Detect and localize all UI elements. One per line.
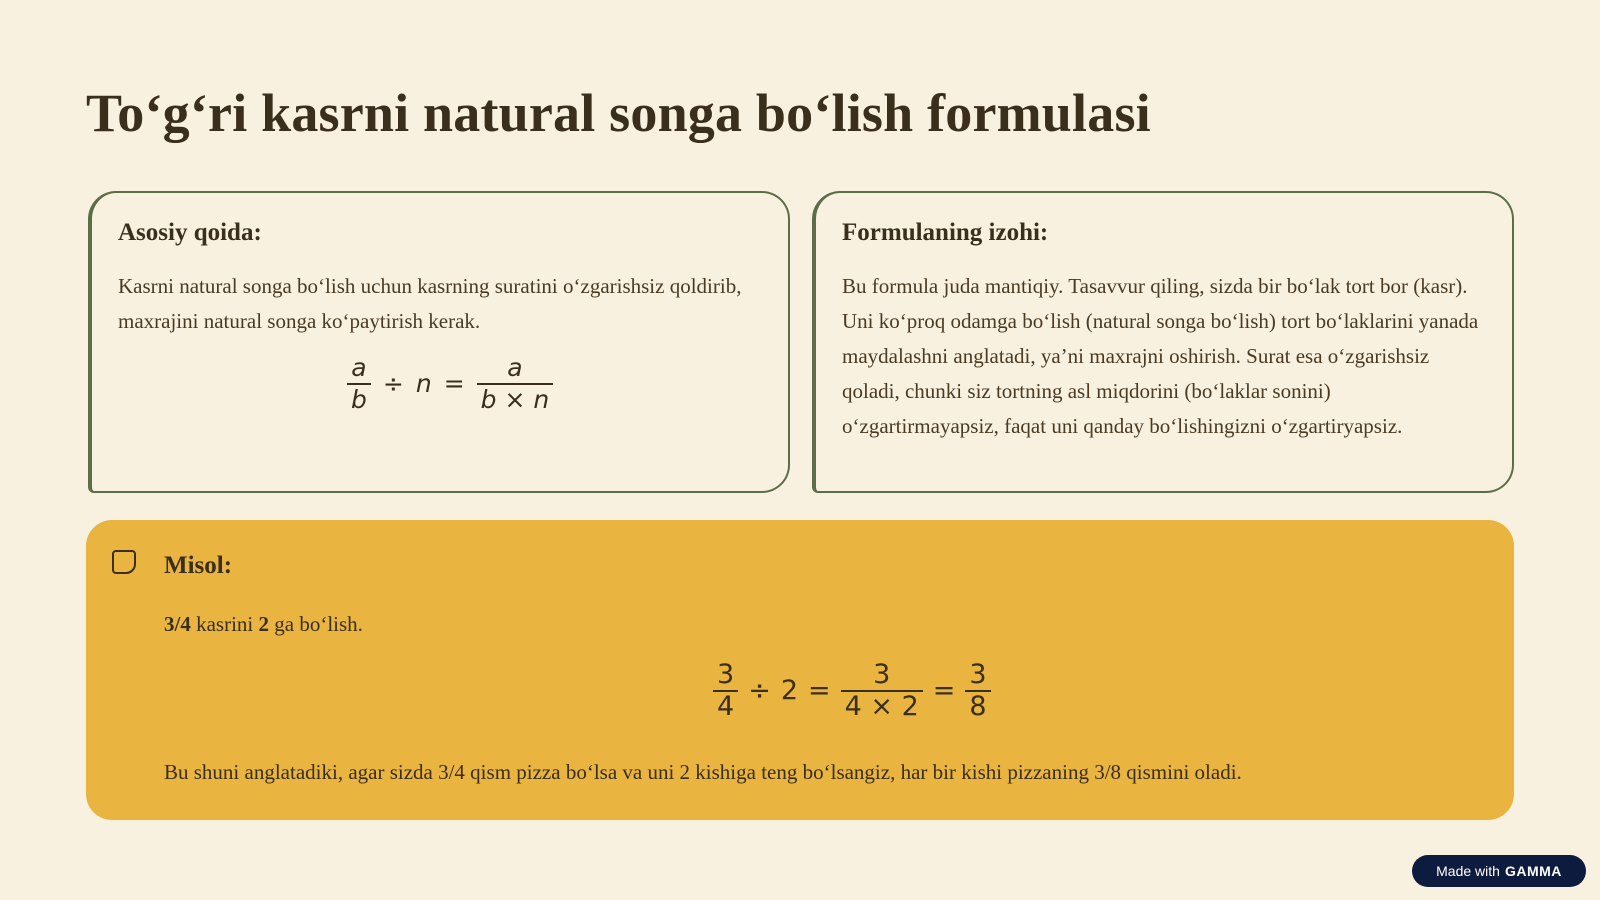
example-fraction: 3/4 xyxy=(164,612,191,636)
rule-card-text: Kasrni natural songa bo‘lish uchun kasrning suratini o‘zgarishsiz qoldirib, maxrajini natural songa ko‘paytirish kerak. xyxy=(118,274,742,333)
note-icon xyxy=(112,550,136,574)
example-conclusion: Bu shuni anglatadiki, agar sizda 3/4 qism pizza bo‘lsa va uni 2 kishiga teng bo‘lsangiz, har bir kishi pizzaning 3/8 qismini oladi. xyxy=(164,760,1242,784)
explanation-card-heading: Formulaning izohi: xyxy=(842,219,1049,246)
fraction-1-numerator: 3 xyxy=(717,659,735,690)
fraction-3-numerator: 3 xyxy=(969,659,987,690)
rule-divisor: n xyxy=(415,369,432,399)
rule-rhs-numerator: a xyxy=(507,353,523,382)
made-with-gamma-badge[interactable] xyxy=(1412,855,1586,887)
explanation-card-text: Bu formula juda mantiqiy. Tasavvur qiling, sizda bir bo‘lak tort bor (kasr). Uni ko‘proq odamga bo‘lish (natural songa bo‘lish) tort bo‘laklarini yanada maydalashni anglatadi, ya’ni maxrajni oshirish. Surat esa o‘zgarishsiz qoladi, chunki siz tortning asl miqdorini (bo‘laklar sonini) o‘zgartirmayapsiz, faqat uni qanday bo‘lishingizni o‘zgartiryapsiz. xyxy=(842,274,1479,438)
fraction-3-denominator: 8 xyxy=(969,690,987,722)
fraction-2-denominator: 4 × 2 xyxy=(844,690,919,722)
example-formula xyxy=(713,660,991,722)
divide-operator: ÷ xyxy=(382,369,404,399)
fraction-2-numerator: 3 xyxy=(873,659,891,690)
rule-rhs-fraction xyxy=(477,353,554,415)
equals-sign: = xyxy=(808,675,831,707)
equals-sign: = xyxy=(443,369,465,399)
fraction-1-denominator: 4 xyxy=(717,690,735,722)
example-heading: Misol: xyxy=(164,552,233,579)
badge-brand: GAMMA xyxy=(1504,863,1562,879)
example-mid-text: kasrini xyxy=(190,612,259,636)
example-number: 2 xyxy=(258,612,269,636)
rule-card xyxy=(88,191,790,493)
equals-sign: = xyxy=(932,675,956,707)
rule-lhs-numerator: a xyxy=(351,353,367,382)
example-fraction-3 xyxy=(965,660,990,722)
rule-rhs-denominator: b × n xyxy=(480,384,550,414)
explanation-card xyxy=(812,191,1514,493)
rule-lhs-fraction xyxy=(347,353,371,415)
example-divisor: 2 xyxy=(780,675,798,707)
rule-formula xyxy=(347,353,553,415)
badge-prefix: Made with xyxy=(1436,863,1500,879)
divide-operator: ÷ xyxy=(748,675,771,707)
rule-lhs-denominator: b xyxy=(351,384,367,414)
rule-card-heading: Asosiy qoida: xyxy=(118,219,262,246)
example-fraction-2 xyxy=(841,660,923,722)
example-box xyxy=(86,520,1514,820)
example-statement xyxy=(164,612,363,637)
page-title: To‘g‘ri kasrni natural songa bo‘lish formulasi xyxy=(86,83,1151,143)
example-end-text: ga bo‘lish. xyxy=(269,612,363,636)
example-fraction-1 xyxy=(713,660,738,722)
